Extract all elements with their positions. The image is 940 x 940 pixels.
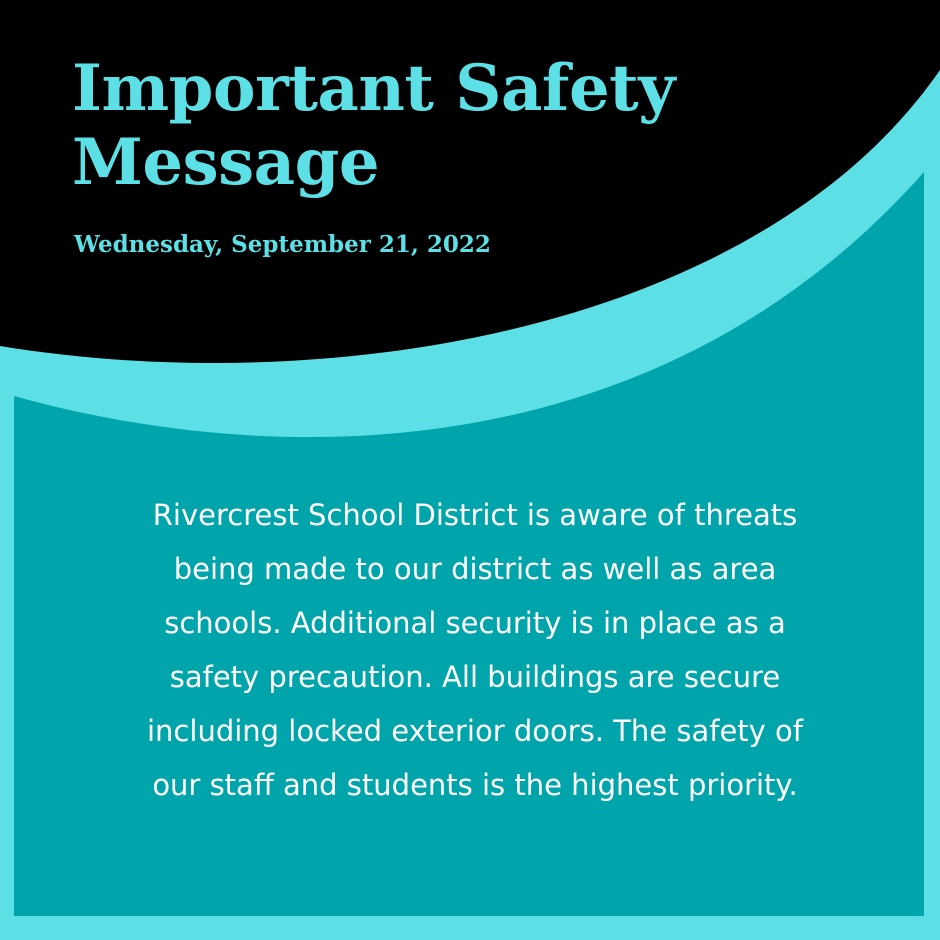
safety-message-body: Rivercrest School District is aware of threats being made to our district as well as area schools. Additional security is in place as a safety precaution. All buildings are secure including locked exterior doors. The safety of our staff and students is the highest priority. [147,498,803,802]
page-title: Important Safety Message [72,51,675,200]
date-label: Wednesday, September 21, 2022 [74,231,491,258]
